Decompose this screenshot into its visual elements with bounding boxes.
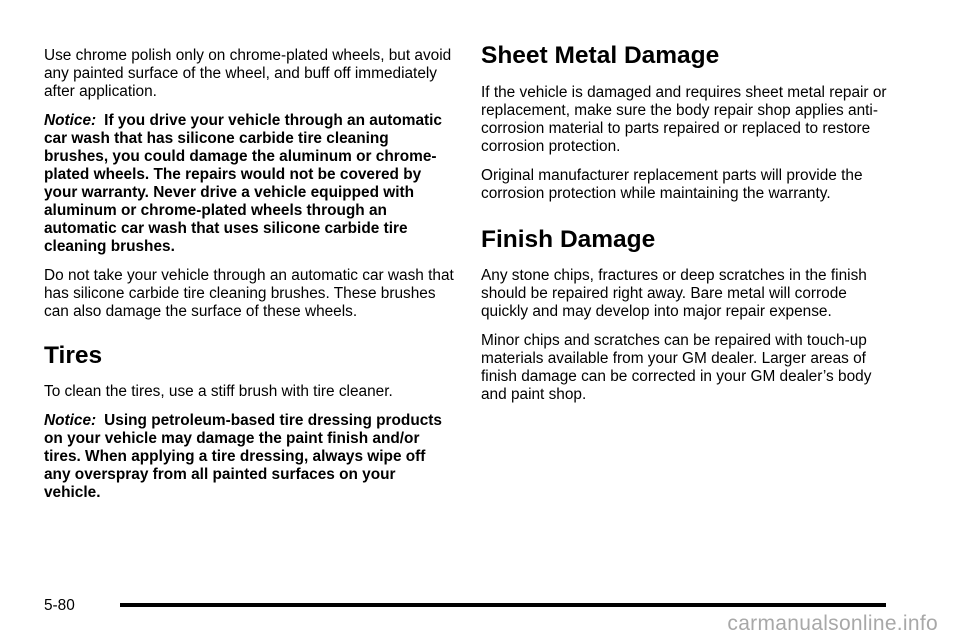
- notice-label: Notice:: [44, 112, 97, 129]
- chrome-polish-paragraph: Use chrome polish only on chrome-plated wheels, but avoid any painted surface of the wheel, and buff off immediately after application.: [44, 47, 452, 100]
- notice-text: Using petroleum-based tire dressing products on your vehicle may damage the paint finish and/or tires. When applying a tire dressing, always wipe off any overspray from all painted surfaces on your vehicle.: [44, 412, 442, 501]
- car-wash-paragraph: Do not take your vehicle through an automatic car wash that has silicone carbide tire cleaning brushes. These brushes can also damage the surface of these wheels.: [44, 267, 454, 320]
- notice-label: Notice:: [44, 412, 97, 429]
- left-column: [44, 47, 454, 513]
- right-column: [481, 42, 891, 415]
- sheet-metal-paragraph-1: If the vehicle is damaged and requires sheet metal repair or replacement, make sure the body repair shop applies anti-corrosion material to parts repaired or replaced to restore corrosion protection.: [481, 84, 887, 155]
- finish-damage-paragraph-1: Any stone chips, fractures or deep scratches in the finish should be repaired right away. Bare metal will corrode quickly and may develop into major repair expense.: [481, 267, 867, 320]
- finish-damage-heading: Finish Damage: [481, 226, 656, 253]
- page-number: 5-80: [44, 597, 75, 614]
- footer-rule: [120, 603, 886, 607]
- sheet-metal-paragraph-2: Original manufacturer replacement parts will provide the corrosion protection while maintaining the warranty.: [481, 167, 863, 202]
- sheet-metal-heading: Sheet Metal Damage: [481, 42, 720, 69]
- finish-damage-paragraph-2: Minor chips and scratches can be repaired with touch-up materials available from your GM dealer. Larger areas of finish damage can be corrected in your GM dealer’s body and paint shop.: [481, 332, 872, 403]
- notice-tire-dressing: [44, 412, 454, 502]
- tires-heading: Tires: [44, 342, 103, 369]
- tires-paragraph: To clean the tires, use a stiff brush with tire cleaner.: [44, 383, 393, 400]
- watermark: carmanualsonline.info: [727, 612, 938, 635]
- notice-car-wash: [44, 112, 454, 256]
- notice-text: If you drive your vehicle through an automatic car wash that has silicone carbide tire cleaning brushes, you could damage the aluminum or chrome-plated wheels. The repairs would not be covered by your warranty. Never drive a vehicle equipped with aluminum or chrome-plated wheels through an automatic car wash that uses silicone carbide tire cleaning brushes.: [44, 112, 442, 255]
